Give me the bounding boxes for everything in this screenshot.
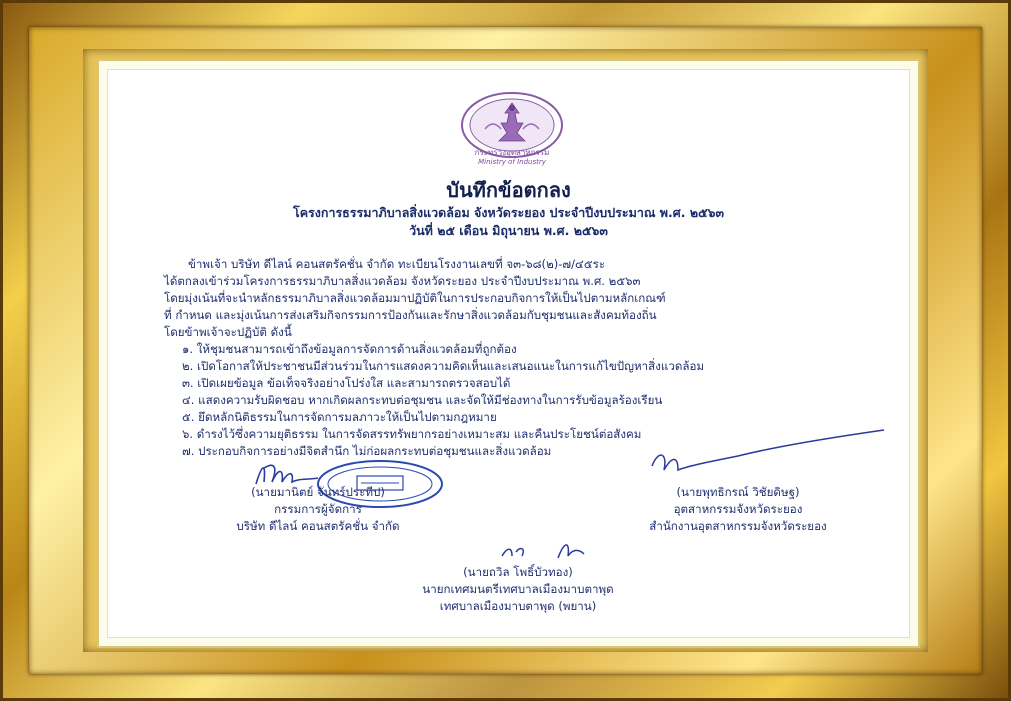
list-item: ๖. ดำรงไว้ซึ่งความยุติธรรม ในการจัดสรรทรัพยากรอย่างเหมาะสม และคืนประโยชน์ต่อสังคม <box>182 427 642 441</box>
document-date: วันที่ ๒๕ เดือน มิถุนายน พ.ศ. ๒๕๖๓ <box>409 223 608 238</box>
list-item: ๓. เปิดเผยข้อมูล ข้อเท็จจริงอย่างโปร่งใส และสามารถตรวจสอบได้ <box>182 376 511 390</box>
intro-line-3: โดยมุ่งเน้นที่จะนำหลักธรรมาภิบาลสิ่งแวดล้อมมาปฏิบัติในการประกอบกิจการให้เป็นไปตามหลักเกณฑ์ <box>164 291 666 305</box>
witness-signature-mark <box>498 534 598 564</box>
left-signatory-name: (นายมานิตย์ จันทร์ประทีป) <box>251 485 385 499</box>
list-item: ๒. เปิดโอกาสให้ประชาชนมีส่วนร่วมในการแสดงความคิดเห็นและเสนอแนะในการแก้ไขปัญหาสิ่งแวดล้อม <box>182 359 705 373</box>
left-signatory-position: กรรมการผู้จัดการ <box>274 502 362 516</box>
list-item: ๕. ยึดหลักนิติธรรมในการจัดการมลภาวะให้เป็นไปตามกฎหมาย <box>182 410 497 424</box>
left-signatory-org: บริษัท ดีไลน์ คอนสตรัคชั่น จำกัด <box>236 519 400 533</box>
certificate-mat <box>97 59 920 648</box>
ministry-seal-logo <box>453 89 571 167</box>
right-signatory-name: (นายพุทธิกรณ์ วิชัยดิษฐ) <box>676 485 800 499</box>
witness-name: (นายถวิล โพธิ์บัวทอง) <box>463 565 573 579</box>
intro-line-1: ข้าพเจ้า บริษัท ดีไลน์ คอนสตรัคชั่น จำกัด ทะเบียนโรงงานเลขที่ จ๓-๖๘(๒)-๗/๔๕ระ <box>188 257 606 271</box>
seal-english-text: Ministry of Industry <box>478 158 546 166</box>
document-title: บันทึกข้อตกลง <box>446 178 571 202</box>
list-item: ๑. ให้ชุมชนสามารถเข้าถึงข้อมูลการจัดการด้านสิ่งแวดล้อมที่ถูกต้อง <box>182 342 517 356</box>
right-signatory-position: อุตสาหกรรมจังหวัดระยอง <box>673 502 803 516</box>
list-item: ๗. ประกอบกิจการอย่างมีจิตสำนึก ไม่ก่อผลกระทบต่อชุมชนและสิ่งแวดล้อม <box>182 444 552 458</box>
certificate-paper <box>107 69 910 638</box>
project-subtitle: โครงการธรรมาภิบาลสิ่งแวดล้อม จังหวัดระยอง ประจำปีงบประมาณ พ.ศ. ๒๕๖๓ <box>292 205 725 220</box>
intro-line-2: ได้ตกลงเข้าร่วมโครงการธรรมาภิบาลสิ่งแวดล้อม จังหวัดระยอง ประจำปีงบประมาณ พ.ศ. ๒๕๖๓ <box>164 274 641 288</box>
seal-thai-text: กระทรวงอุตสาหกรรม <box>474 148 550 157</box>
witness-org: เทศบาลเมืองมาบตาพุด (พยาน) <box>439 599 597 613</box>
right-signature-mark <box>648 426 888 486</box>
intro-line-4: ที่ กำหนด และมุ่งเน้นการส่งเสริมกิจกรรมการป้องกันและรักษาสิ่งแวดล้อมกับชุมชนและสังคมท้องถิ่น <box>164 308 657 322</box>
witness-position: นายกเทศมนตรีเทศบาลเมืองมาบตาพุด <box>422 582 614 596</box>
right-signatory-org: สำนักงานอุตสาหกรรมจังหวัดระยอง <box>649 519 827 533</box>
list-item: ๔. แสดงความรับผิดชอบ หากเกิดผลกระทบต่อชุมชน และจัดให้มีช่องทางในการรับข้อมูลร้องเรียน <box>182 393 663 407</box>
intro-line-5: โดยข้าพเจ้าจะปฏิบัติ ดังนี้ <box>164 325 292 339</box>
